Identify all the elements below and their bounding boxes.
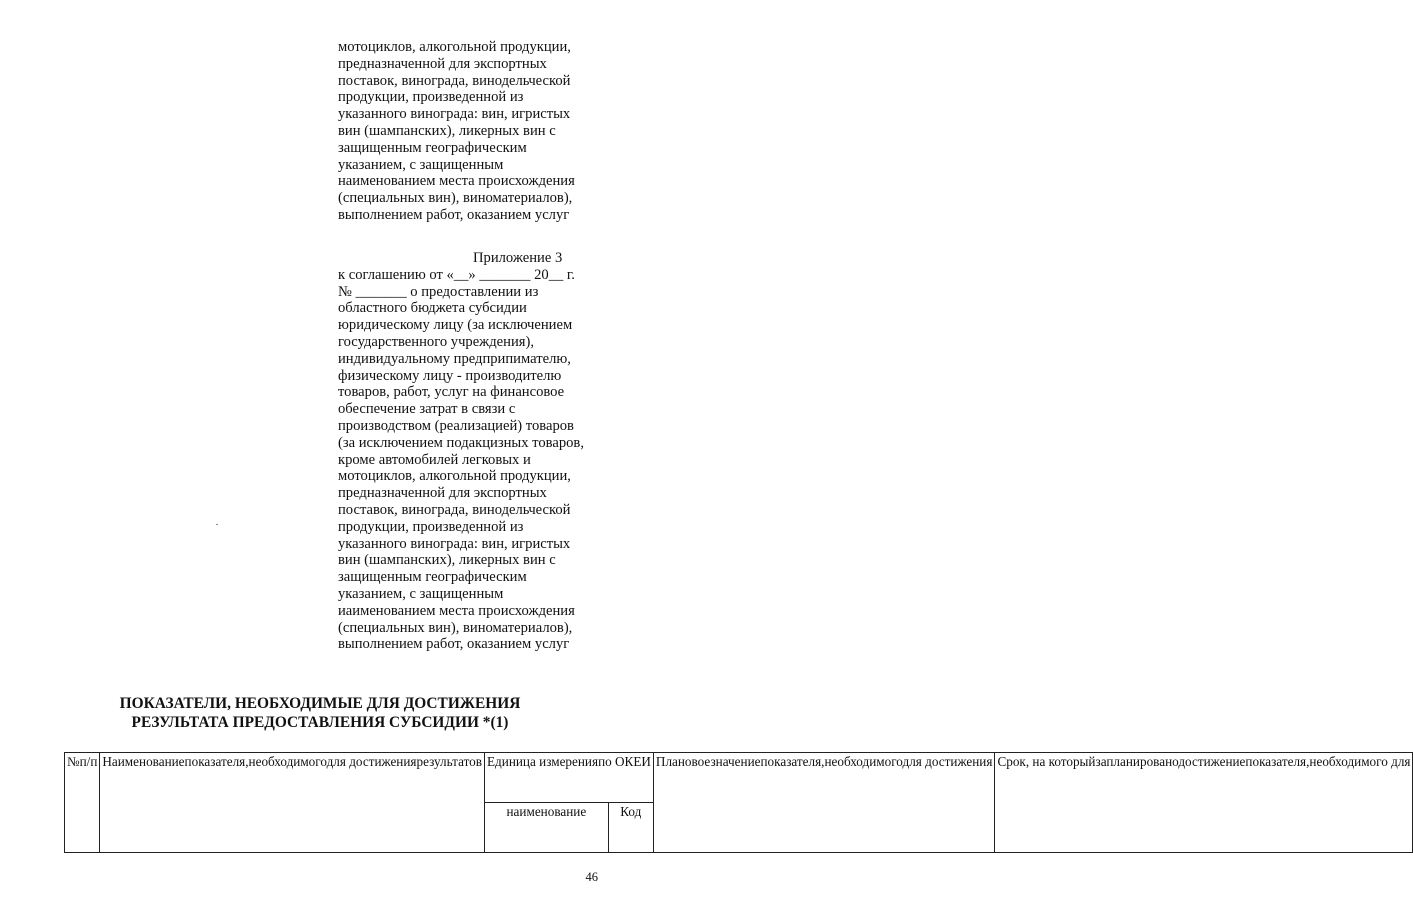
section-title-line-1: ПОКАЗАТЕЛИ, НЕОБХОДИМЫЕ ДЛЯ ДОСТИЖЕНИЯ: [119, 695, 521, 712]
appendix-header-block: [338, 250, 608, 653]
section-title-line-2: РЕЗУЛЬТАТА ПРЕДОСТАВЛЕНИЯ СУБСИДИИ *(1): [131, 714, 509, 731]
header-cell-line: для достижения: [326, 754, 417, 769]
col-unit-header: [485, 753, 654, 803]
header-cell-line: необходимого для: [1309, 754, 1411, 769]
header-cell-line: результатов: [416, 754, 482, 769]
header-cell-line: Плановое: [655, 754, 711, 769]
appendix-text-line: обеспечение затрат в связи с: [338, 401, 516, 418]
col-indicator-name-header: [100, 753, 485, 853]
header-cell-line: для достижения: [902, 754, 993, 769]
appendix-text-line: государственного учреждения),: [338, 333, 535, 350]
header-text-line: указанного винограда: вин, игристых: [338, 106, 571, 123]
appendix-text-line: производством (реализацией) товаров: [338, 417, 574, 434]
header-text-line: защищенным географическим: [338, 139, 527, 156]
appendix-text-line: указанием, с защищенным: [338, 585, 504, 602]
appendix-text-line: индивидуальному предприпимателю,: [338, 350, 571, 367]
header-cell-line: необходимого: [824, 754, 903, 769]
appendix-text-line: к соглашению от «__» _______ 20__ г.: [338, 266, 575, 283]
header-cell-line: Наименование: [102, 754, 185, 769]
header-text-line: (специальных вин), виноматериалов),: [338, 190, 573, 207]
header-cell-line: показателя,: [184, 754, 249, 769]
col-term-header: [995, 753, 1413, 853]
header-text-line: указанием, с защищенным: [338, 156, 504, 173]
header-text-line: поставок, винограда, винодельческой: [338, 72, 571, 89]
header-cell-line: №: [67, 754, 80, 769]
appendix-text-line: № _______ о предоставлении из: [338, 283, 539, 300]
page-number: 46: [585, 870, 598, 884]
header-text-line: выполнением работ, оказанием услуг: [338, 206, 570, 223]
appendix-text-line: предназначенной для экспортных: [338, 485, 547, 502]
header-cell-line: Срок, на который: [997, 754, 1096, 769]
header-text-line: продукции, произведенной из: [338, 89, 524, 106]
header-cell-line: необходимого: [248, 754, 327, 769]
header-cell-line: запланировано: [1095, 754, 1179, 769]
appendix-text-line: кроме автомобилей легковых и: [338, 451, 531, 468]
header-text-line: вин (шампанских), ликерных вин с: [338, 122, 556, 139]
header-text-line: наименованием места происхождения: [338, 173, 575, 190]
appendix-text-line: поставок, винограда, винодельческой: [338, 501, 571, 518]
appendix-text-line: выполнением работ, оказанием услуг: [338, 636, 570, 653]
header-cell-line: показателя,: [1245, 754, 1310, 769]
header-text-line: предназначенной для экспортных: [338, 55, 547, 72]
appendix-text-line: юридическому лицу (за исключением: [338, 317, 573, 334]
header-cell-line: значение: [710, 754, 761, 769]
header-cell-line: п/п: [79, 754, 98, 769]
header-cell-line: Единица измерения: [487, 754, 599, 769]
header-cell-line: достижение: [1178, 754, 1246, 769]
appendix-text-line: продукции, произведенной из: [338, 518, 524, 535]
section-title: [0, 694, 640, 732]
appendix-text-line: товаров, работ, услуг на финансовое: [338, 384, 565, 401]
appendix-text-line: областного бюджета субсидии: [338, 300, 527, 317]
appendix-text-line: вин (шампанских), ликерных вин с: [338, 552, 556, 569]
appendix-text-line: физическому лицу - производителю: [338, 367, 562, 384]
appendix-text-line: указанного винограда: вин, игристых: [338, 535, 571, 552]
appendix-text-line: иаименованием места происхождения: [338, 602, 575, 619]
appendix-text-line: (за исключением подакцизных товаров,: [338, 434, 584, 451]
col-unit-code-header: Код: [608, 803, 653, 853]
appendix-label: Приложение 3: [473, 250, 563, 266]
header-cell-line: по ОКЕИ: [598, 754, 651, 769]
appendix-text-line: (специальных вин), виноматериалов),: [338, 619, 573, 636]
header-text-line: мотоциклов, алкогольной продукции,: [338, 39, 571, 55]
scan-speck: [216, 524, 218, 525]
appendix-text-line: мотоциклов, алкогольной продукции,: [338, 468, 571, 485]
header-cell-line: показателя,: [760, 754, 825, 769]
header-text-block-1: [338, 39, 608, 224]
indicators-table: [64, 752, 1413, 853]
appendix-text-line: защищенным географическим: [338, 569, 527, 586]
col-planned-value-header: [653, 753, 995, 853]
col-num-header: [65, 753, 100, 853]
col-unit-name-header: наименование: [485, 803, 609, 853]
